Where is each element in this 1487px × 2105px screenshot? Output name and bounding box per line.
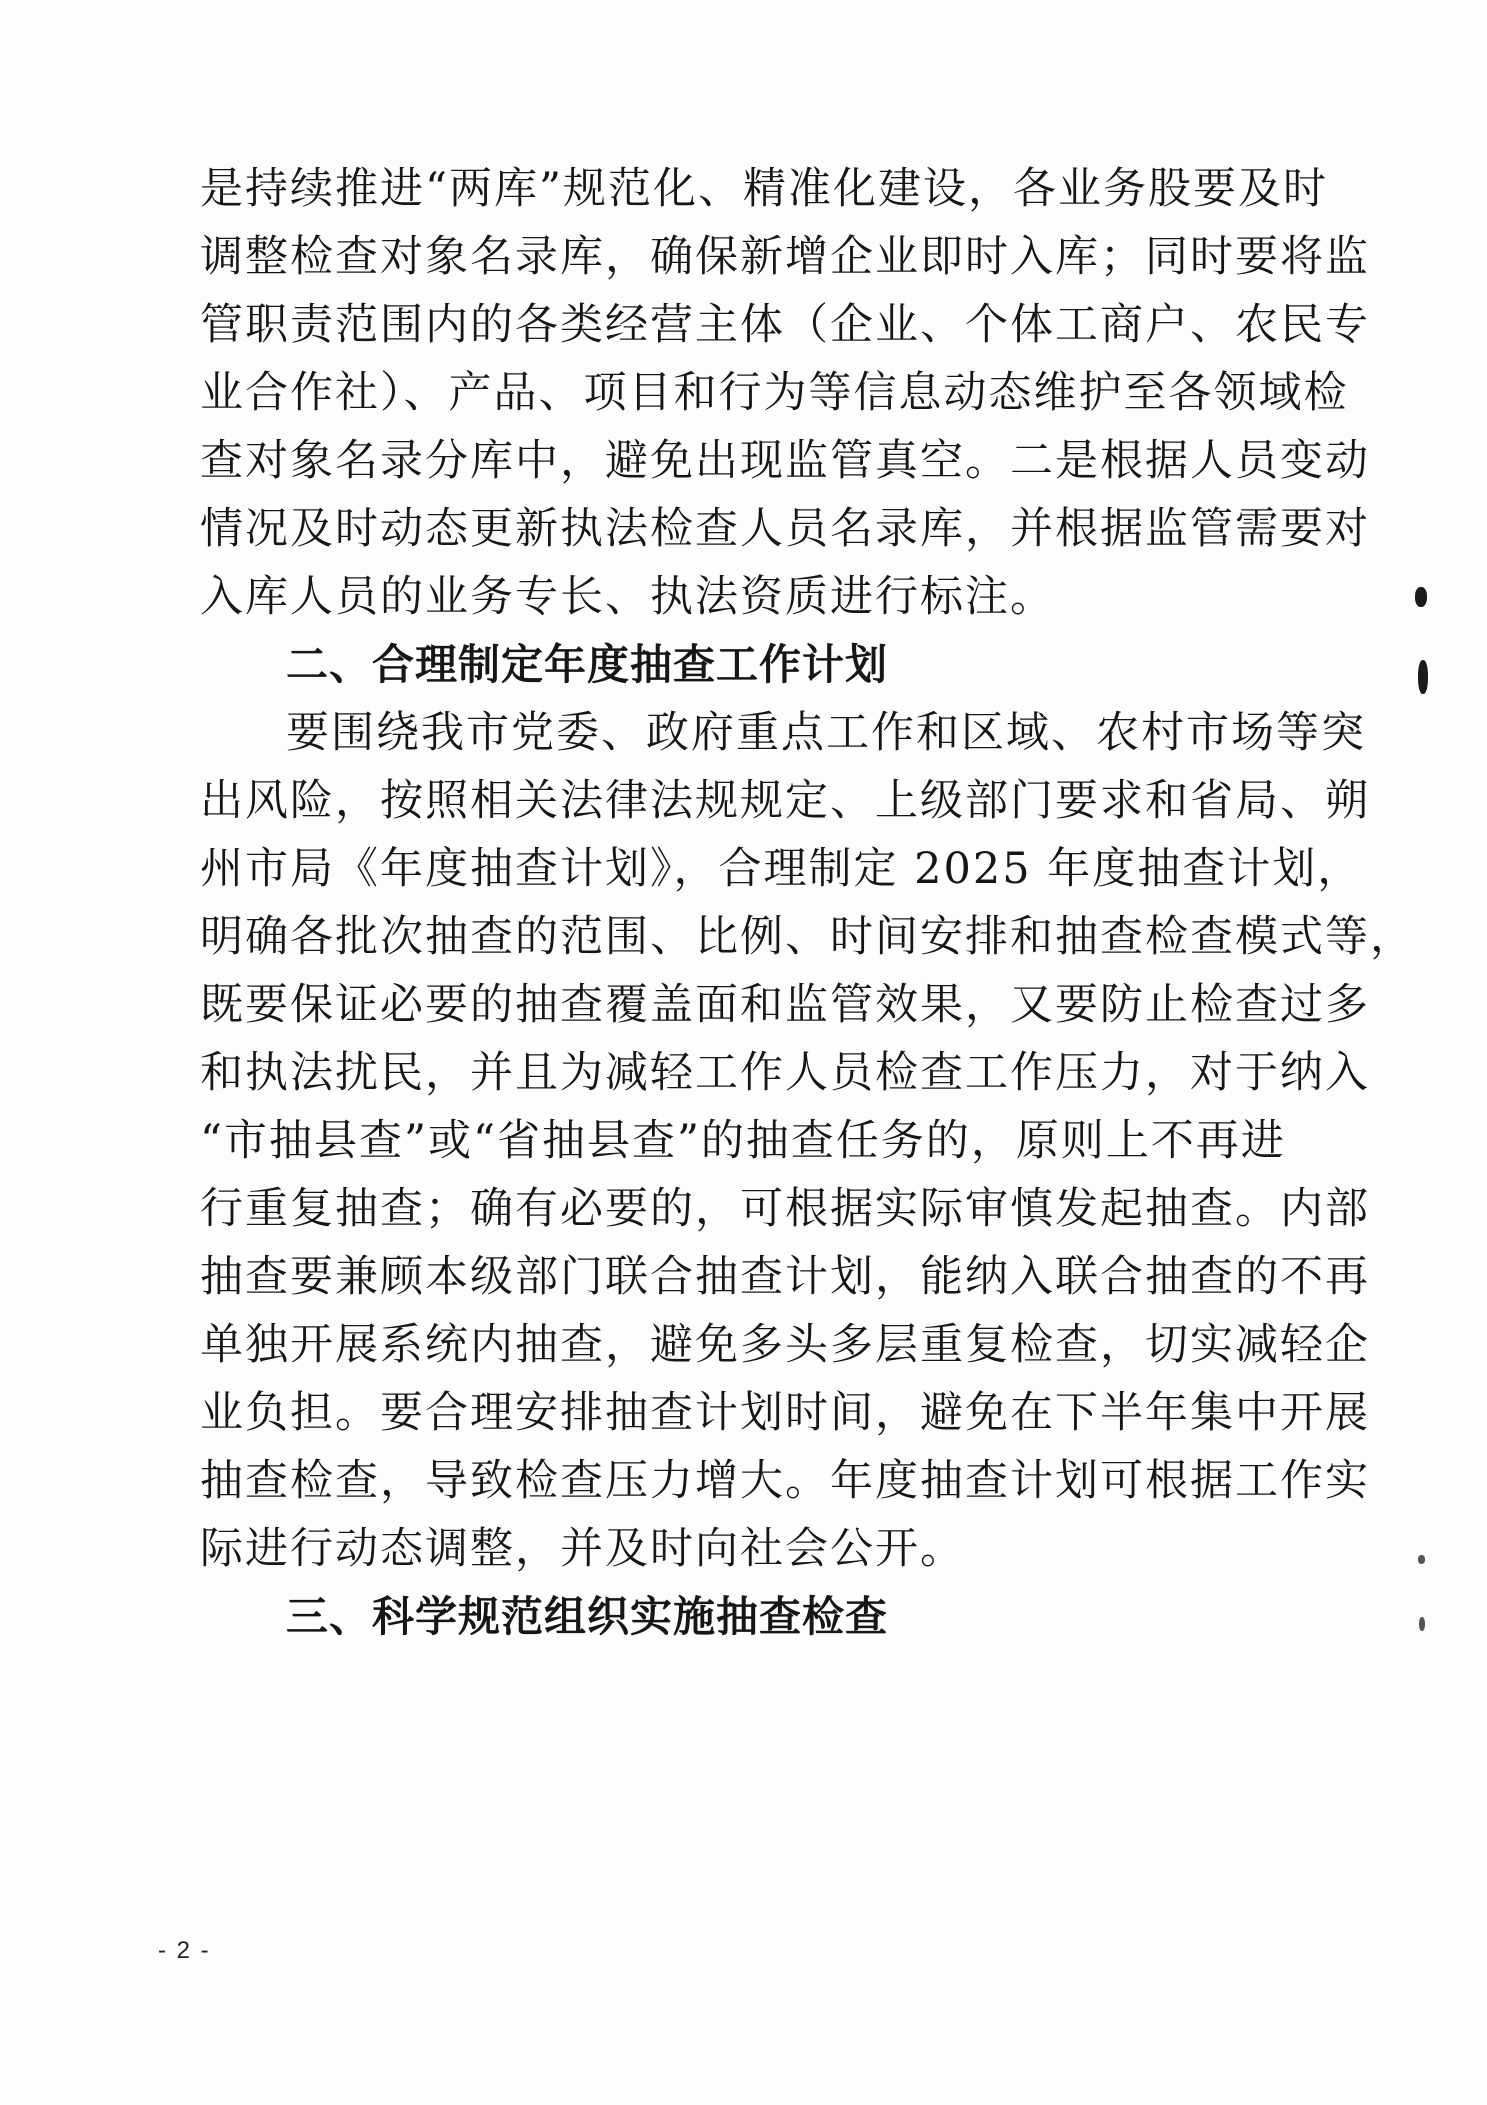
body-text-line: 和执法扰民，并且为减轻工作人员检查工作压力，对于纳入 xyxy=(200,1048,1370,1098)
body-text-line: 抽查检查，导致检查压力增大。年度抽查计划可根据工作实 xyxy=(200,1456,1370,1506)
body-text-line: 管职责范围内的各类经营主体（企业、个体工商户、农民专 xyxy=(200,300,1370,350)
section-heading-2: 二、合理制定年度抽查工作计划 xyxy=(286,640,889,689)
scan-artifact-mark xyxy=(1415,587,1427,607)
body-text-line: 要围绕我市党委、政府重点工作和区域、农村市场等突 xyxy=(286,708,1366,758)
scan-artifact-mark xyxy=(1418,660,1428,694)
body-text-line: 是持续推进“两库”规范化、精准化建设，各业务股要及时 xyxy=(200,164,1328,214)
body-text-line: 抽查要兼顾本级部门联合抽查计划，能纳入联合抽查的不再 xyxy=(200,1252,1370,1302)
body-text-line: 入库人员的业务专长、执法资质进行标注。 xyxy=(200,572,1055,622)
body-text-line: 调整检查对象名录库，确保新增企业即时入库；同时要将监 xyxy=(200,232,1370,282)
section-heading-3: 三、科学规范组织实施抽查检查 xyxy=(286,1592,889,1641)
body-text-line: 际进行动态调整，并及时向社会公开。 xyxy=(200,1524,965,1574)
body-text-line: 行重复抽查；确有必要的，可根据实际审慎发起抽查。内部 xyxy=(200,1184,1370,1234)
scan-artifact-mark xyxy=(1419,1617,1425,1631)
body-text-line: 州市局《年度抽查计划》，合理制定 2025 年度抽查计划， xyxy=(200,844,1363,894)
body-text-line: 单独开展系统内抽查，避免多头多层重复检查，切实减轻企 xyxy=(200,1320,1370,1370)
body-text-line: 查对象名录分库中，避免出现监管真空。二是根据人员变动 xyxy=(200,436,1370,486)
body-text-line: 出风险，按照相关法律法规规定、上级部门要求和省局、朔 xyxy=(200,776,1370,826)
page-number: - 2 - xyxy=(158,1937,211,1964)
scan-artifact-mark xyxy=(1418,1555,1425,1564)
body-text-line: 既要保证必要的抽查覆盖面和监管效果，又要防止检查过多 xyxy=(200,980,1370,1030)
body-text-line: 业负担。要合理安排抽查计划时间，避免在下半年集中开展 xyxy=(200,1388,1370,1438)
body-text-line: 业合作社）、产品、项目和行为等信息动态维护至各领域检 xyxy=(200,368,1349,418)
body-text-line: 明确各批次抽查的范围、比例、时间安排和抽查检查模式等， xyxy=(200,912,1415,962)
body-text-line: “市抽县查”或“省抽县查”的抽查任务的，原则上不再进 xyxy=(200,1116,1286,1166)
body-text-line: 情况及时动态更新执法检查人员名录库，并根据监管需要对 xyxy=(200,504,1370,554)
